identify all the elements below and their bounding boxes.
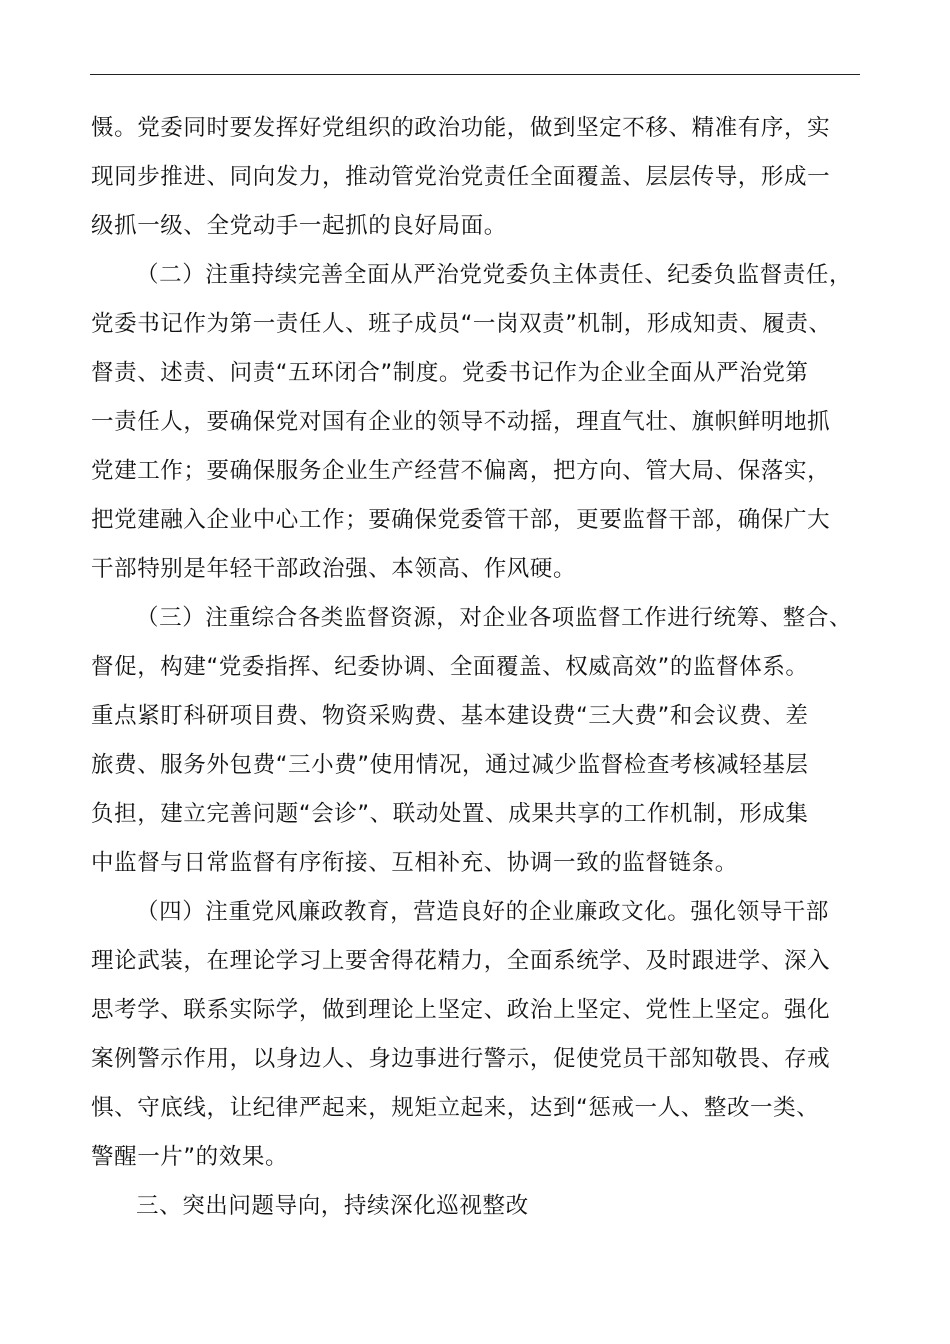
text-line: 负担，建立完善问题“会诊”、联动处置、成果共享的工作机制，形成集 [91,801,809,827]
paragraph-start-line: （四）注重党风廉政教育，营造良好的企业廉政文化。强化领导干部 [136,899,830,925]
text-line: 一责任人，要确保党对国有企业的领导不动摇，理直气壮、旗帜鲜明地抓 [91,409,831,435]
header-rule [90,74,860,75]
text-line: 督促，构建“党委指挥、纪委协调、全面覆盖、权威高效”的监督体系。 [91,654,809,680]
text-line: 现同步推进、同向发力，推动管党治党责任全面覆盖、层层传导，形成一 [91,164,831,190]
text-line: 把党建融入企业中心工作；要确保党委管干部，更要监督干部，确保广大 [91,507,831,533]
text-line: 旅费、服务外包费“三小费”使用情况，通过减少监督检查考核减轻基层 [91,752,809,778]
text-line: 理论武装，在理论学习上要舍得花精力，全面系统学、及时跟进学、深入 [91,948,831,974]
text-line: 警醒一片”的效果。 [91,1144,289,1170]
paragraph-start-line: （三）注重综合各类监督资源，对企业各项监督工作进行统筹、整合、 [136,605,853,631]
text-line: 督责、述责、问责“五环闭合”制度。党委书记作为企业全面从严治党第 [91,360,809,386]
paragraph-start-line: （二）注重持续完善全面从严治党党委负主体责任、纪委负监督责任， [136,262,853,288]
text-line: 思考学、联系实际学，做到理论上坚定、政治上坚定、党性上坚定。强化 [91,997,831,1023]
text-line: 党委书记作为第一责任人、班子成员“一岗双责”机制，形成知责、履责、 [91,311,832,337]
text-line: 中监督与日常监督有序衔接、互相补充、协调一致的监督链条。 [91,850,738,876]
text-line: 级抓一级、全党动手一起抓的良好局面。 [91,213,507,239]
text-line: 重点紧盯科研项目费、物资采购费、基本建设费“三大费”和会议费、差 [91,703,809,729]
document-body [91,104,861,1231]
text-line: 党建工作；要确保服务企业生产经营不偏离，把方向、管大局、保落实， [91,458,831,484]
text-line: 惧、守底线，让纪律严起来，规矩立起来，达到“惩戒一人、整改一类、 [91,1095,820,1121]
section-heading: 三、突出问题导向，持续深化巡视整改 [136,1193,529,1219]
text-line: 慑。党委同时要发挥好党组织的政治功能，做到坚定不移、精准有序，实 [91,115,831,141]
text-line: 案例警示作用，以身边人、身边事进行警示，促使党员干部知敬畏、存戒 [91,1046,831,1072]
text-line: 干部特别是年轻干部政治强、本领高、作风硬。 [91,556,577,582]
